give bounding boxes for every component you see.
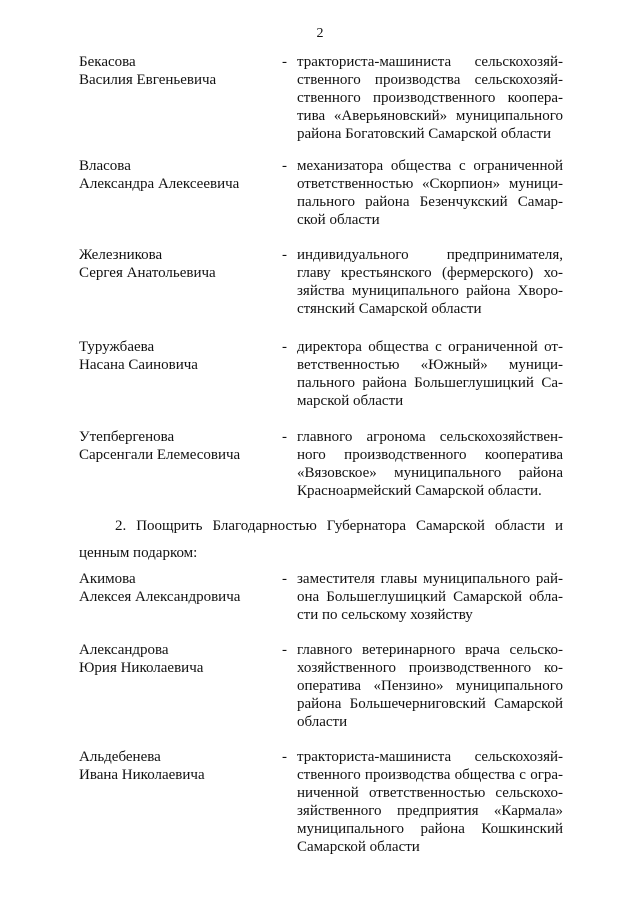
description-line: ного производственного кооператива — [297, 447, 563, 463]
person-name — [79, 570, 279, 606]
description-line: хозяйственного производственного ко- — [297, 660, 563, 676]
person-name — [79, 157, 279, 193]
description-line: «Вязовское» муниципального района — [297, 465, 563, 481]
given-names: Сарсенгали Елемесовича — [79, 447, 241, 463]
dash-separator: - — [282, 642, 287, 658]
position-description — [297, 428, 563, 500]
position-description — [297, 246, 563, 318]
description-line: зяйственного предприятия «Кармала» — [297, 803, 563, 819]
person-name — [79, 246, 279, 282]
dash-separator: - — [282, 749, 287, 765]
dash-separator: - — [282, 571, 287, 587]
dash-separator: - — [282, 158, 287, 174]
person-name — [79, 338, 279, 374]
position-description — [297, 641, 563, 731]
surname: Железникова — [79, 247, 163, 263]
description-line: ответственностью «Скорпион» муници- — [297, 176, 563, 192]
surname: Альдебенева — [79, 749, 161, 765]
position-description — [297, 748, 563, 856]
description-line: тракториста-машиниста сельскохозяй- — [297, 749, 563, 765]
surname: Бекасова — [79, 54, 136, 70]
description-line: тракториста-машиниста сельскохозяй- — [297, 54, 563, 70]
surname: Утепбергенова — [79, 429, 175, 445]
given-names: Ивана Николаевича — [79, 767, 205, 783]
person-name — [79, 641, 279, 677]
dash-separator: - — [282, 247, 287, 263]
description-line: ственного производства сельскохозяй- — [297, 72, 563, 88]
description-line: она Большеглушицкий Самарской обла- — [297, 589, 563, 605]
page-number: 2 — [316, 26, 324, 41]
paragraph-2-line-2: ценным подарком: — [79, 545, 198, 561]
description-line: ской области — [297, 212, 380, 228]
description-line: механизатора общества с ограниченной — [297, 158, 563, 174]
description-line: пального района Большеглушицкий Са- — [297, 375, 563, 391]
description-line: зяйства муниципального района Хворо- — [297, 283, 563, 299]
description-line: оператива «Пензино» муниципального — [297, 678, 563, 694]
description-line: ветственностью «Южный» муници- — [297, 357, 563, 373]
description-line: ственного производственного коопера- — [297, 90, 563, 106]
paragraph-2-line-1: 2. Поощрить Благодарностью Губернатора Самарской области и — [115, 518, 563, 534]
description-line: главного агронома сельскохозяйствен- — [297, 429, 563, 445]
description-line: ственного производства общества с огра- — [297, 767, 563, 783]
description-line: Самарской области — [297, 839, 420, 855]
given-names: Александра Алексеевича — [79, 176, 240, 192]
description-line: индивидуального предпринимателя, — [297, 247, 563, 263]
description-line: области — [297, 714, 348, 730]
description-line: сти по сельскому хозяйству — [297, 607, 473, 623]
given-names: Насана Саиновича — [79, 357, 198, 373]
position-description — [297, 53, 563, 143]
given-names: Василия Евгеньевича — [79, 72, 217, 88]
description-line: района Богатовский Самарской области — [297, 126, 552, 142]
position-description — [297, 570, 563, 624]
description-line: района Большечерниговский Самарской — [297, 696, 563, 712]
description-line: стянский Самарской области — [297, 301, 482, 317]
person-name — [79, 53, 279, 89]
surname: Александрова — [79, 642, 169, 658]
description-line: тива «Аверьяновский» муниципального — [297, 108, 563, 124]
surname: Туружбаева — [79, 339, 155, 355]
surname: Власова — [79, 158, 131, 174]
description-line: марской области — [297, 393, 404, 409]
description-line: пального района Безенчукский Самар- — [297, 194, 563, 210]
person-name — [79, 748, 279, 784]
description-line: директора общества с ограниченной от- — [297, 339, 563, 355]
given-names: Юрия Николаевича — [79, 660, 204, 676]
position-description — [297, 157, 563, 229]
given-names: Алексея Александровича — [79, 589, 241, 605]
description-line: главу крестьянского (фермерского) хо- — [297, 265, 563, 281]
surname: Акимова — [79, 571, 136, 587]
description-line: заместителя главы муниципального рай- — [297, 571, 563, 587]
person-name — [79, 428, 279, 464]
dash-separator: - — [282, 429, 287, 445]
description-line: ниченной ответственностью сельскохо- — [297, 785, 563, 801]
dash-separator: - — [282, 339, 287, 355]
description-line: Красноармейский Самарской области. — [297, 483, 542, 499]
given-names: Сергея Анатольевича — [79, 265, 216, 281]
position-description — [297, 338, 563, 410]
description-line: муниципального района Кошкинский — [297, 821, 563, 837]
description-line: главного ветеринарного врача сельско- — [297, 642, 563, 658]
dash-separator: - — [282, 54, 287, 70]
